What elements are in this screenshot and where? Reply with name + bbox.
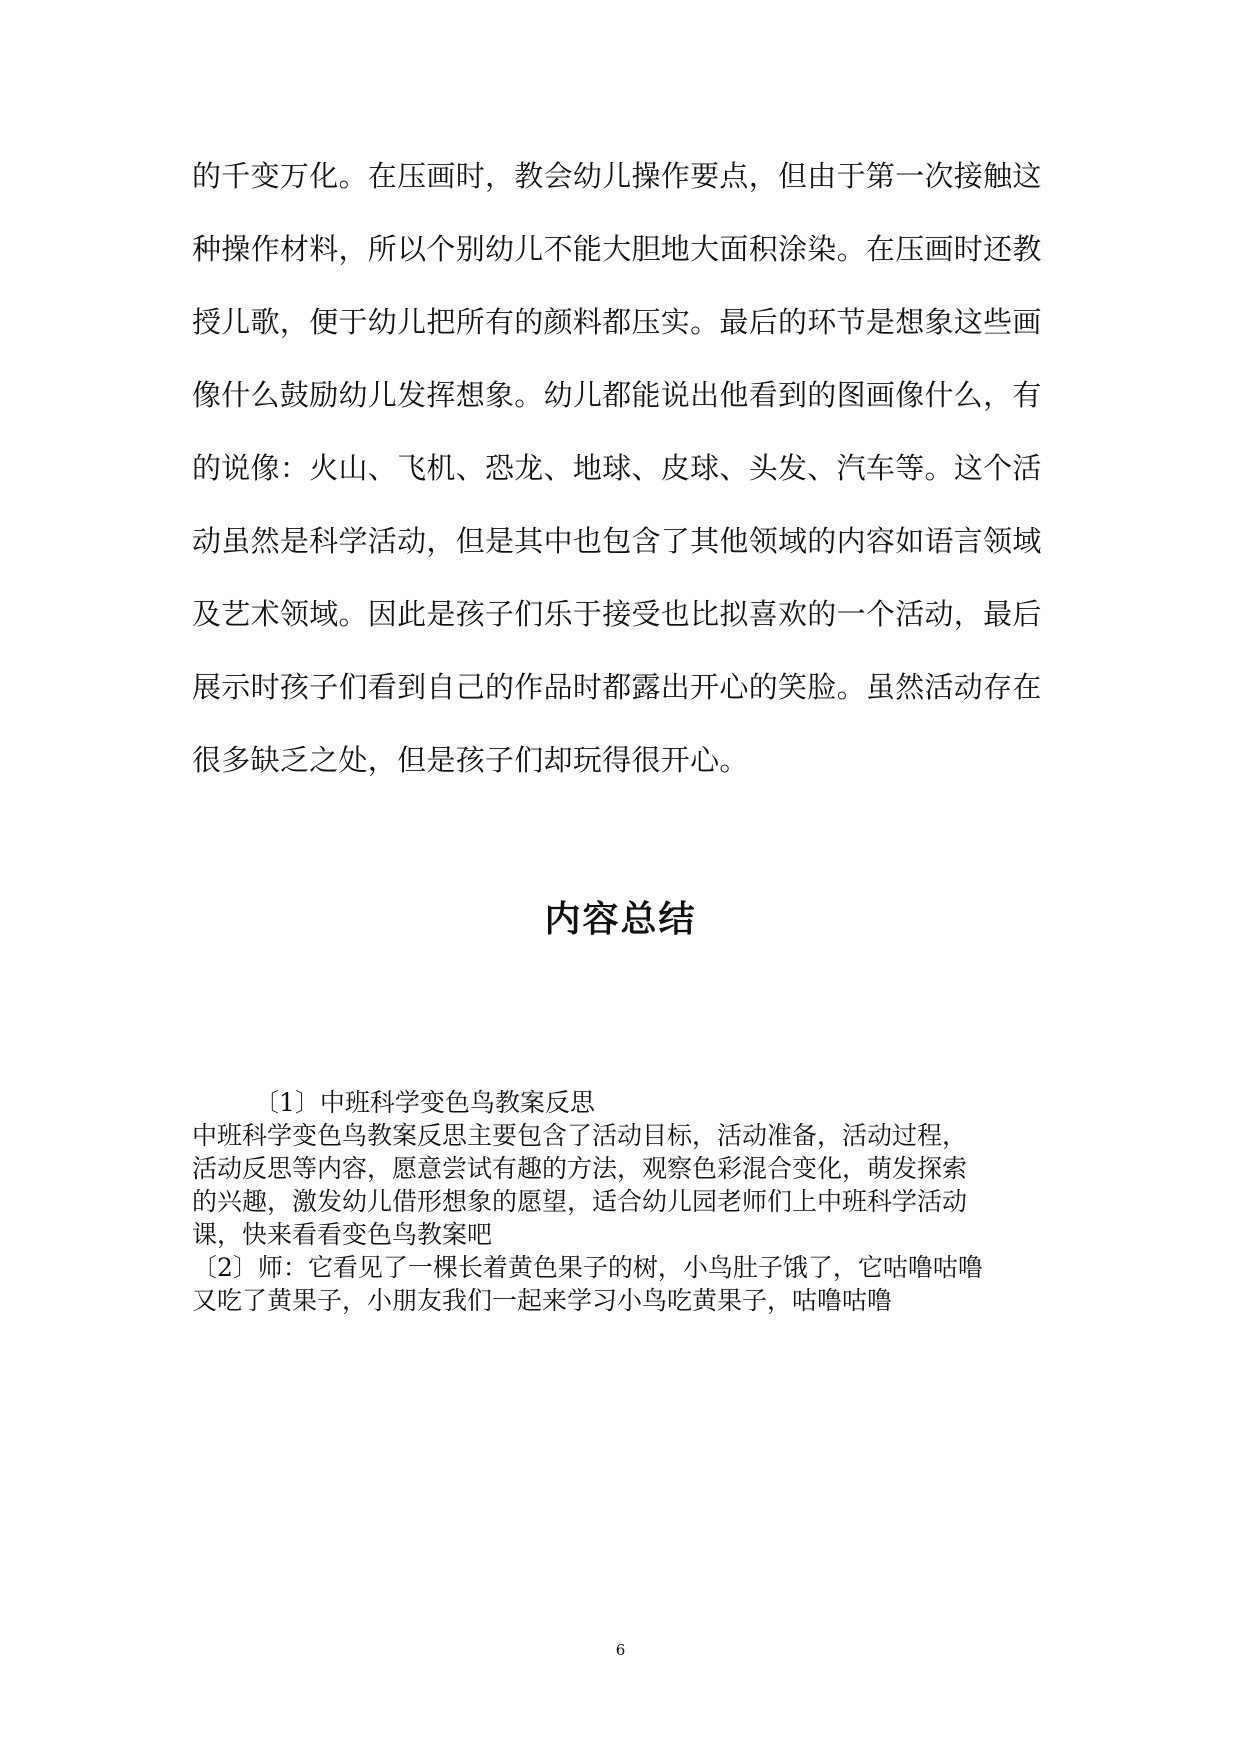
body-line: 及艺术领域。因此是孩子们乐于接受也比拟喜欢的一个活动，最后 — [192, 597, 1042, 631]
body-paragraph — [192, 140, 1052, 797]
summary-line: 又吃了黄果子，小朋友我们一起来学习小鸟吃黄果子，咕噜咕噜 — [192, 1286, 893, 1315]
body-line: 的说像：火山、飞机、恐龙、地球、皮球、头发、汽车等。这个活 — [192, 451, 1042, 485]
summary-heading: 〔1〕中班科学变色鸟教案反思 — [254, 1088, 595, 1117]
summary-line: 活动反思等内容，愿意尝试有趣的方法，观察色彩混合变化，萌发探索 — [192, 1154, 968, 1183]
summary-line: 〔2〕师：它看见了一棵长着黄色果子的树，小鸟肚子饿了，它咕噜咕噜 — [192, 1253, 983, 1282]
summary-line: 的兴趣，激发幼儿借形想象的愿望，适合幼儿园老师们上中班科学活动 — [192, 1187, 968, 1216]
page-number: 6 — [615, 1641, 626, 1659]
body-line: 动虽然是科学活动，但是其中也包含了其他领域的内容如语言领域 — [192, 524, 1042, 558]
body-line: 很多缺乏之处，但是孩子们却玩得很开心。 — [192, 743, 749, 777]
body-line: 种操作材料，所以个别幼儿不能大胆地大面积涂染。在压画时还教 — [192, 232, 1042, 266]
section-title: 内容总结 — [544, 899, 697, 940]
summary-line: 课，快来看看变色鸟教案吧 — [192, 1220, 493, 1249]
summary-block — [192, 1087, 1072, 1317]
summary-line: 中班科学变色鸟教案反思主要包含了活动目标，活动准备，活动过程， — [192, 1121, 968, 1150]
body-line: 像什么鼓励幼儿发挥想象。幼儿都能说出他看到的图画像什么，有 — [192, 378, 1042, 412]
body-line: 展示时孩子们看到自己的作品时都露出开心的笑脸。虽然活动存在 — [192, 670, 1042, 704]
body-line: 授儿歌，便于幼儿把所有的颜料都压实。最后的环节是想象这些画 — [192, 305, 1042, 339]
body-line: 的千变万化。在压画时，教会幼儿操作要点，但由于第一次接触这 — [192, 159, 1042, 193]
